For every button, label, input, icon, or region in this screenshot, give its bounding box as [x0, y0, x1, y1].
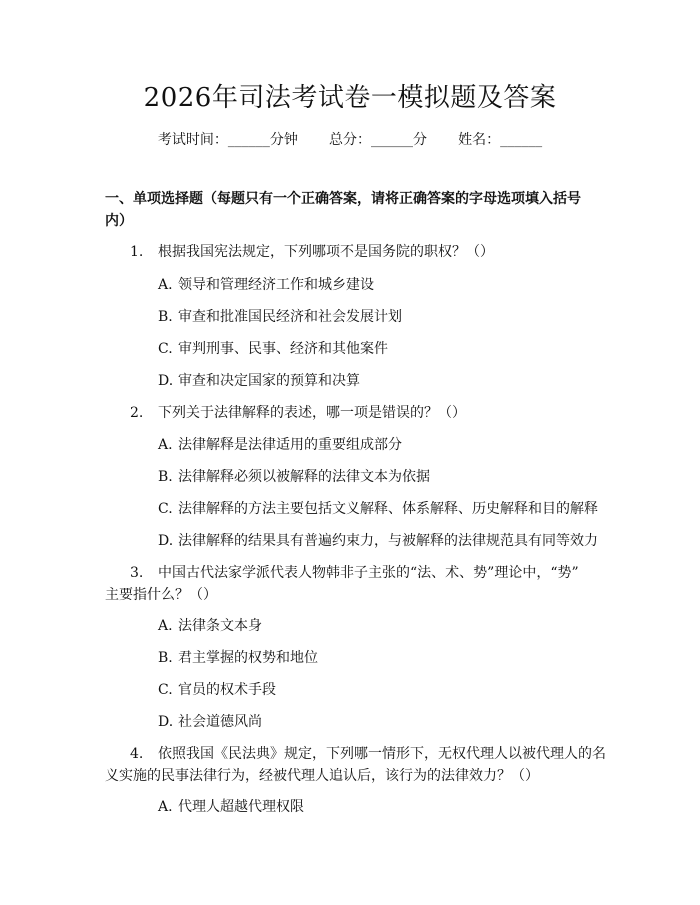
question-text: 根据我国宪法规定，下列哪项不是国务院的职权？（）: [158, 244, 494, 260]
option-letter: A.: [158, 799, 173, 815]
question-text-line2: 主要指什么？（）: [105, 587, 217, 603]
option-letter: D.: [158, 714, 174, 730]
question-text-line2: 义实施的民事法律行为，经被代理人追认后，该行为的法律效力？（）: [105, 768, 539, 784]
option-letter: D.: [158, 373, 174, 389]
option-text: 官员的权术手段: [178, 682, 276, 698]
option-letter: D.: [158, 533, 174, 549]
option-text: 法律解释是法律适用的重要组成部分: [178, 437, 402, 453]
option-letter: C.: [158, 682, 173, 698]
option-text: 审判刑事、民事、经济和其他案件: [178, 341, 388, 357]
score-unit: 分: [413, 132, 427, 148]
question-text: 下列关于法律解释的表述，哪一项是错误的？（）: [158, 405, 466, 421]
option-letter: C.: [158, 501, 173, 517]
option-letter: A.: [158, 277, 173, 293]
option-letter: B.: [158, 650, 173, 666]
question-number: 4.: [130, 746, 144, 762]
question-text-line1: 依照我国《民法典》规定，下列哪一情形下，无权代理人以被代理人的名: [158, 746, 606, 762]
option-text: 社会道德风尚: [178, 714, 262, 730]
time-blank: ______: [227, 132, 270, 148]
time-unit: 分钟: [269, 132, 298, 148]
question-number: 1.: [130, 244, 144, 260]
option-text: 法律解释的方法主要包括文义解释、体系解释、历史解释和目的解释: [178, 501, 598, 517]
option-text: 君主掌握的权势和地位: [178, 650, 318, 666]
name-blank: ______: [500, 132, 543, 148]
option-text: 代理人超越代理权限: [178, 799, 304, 815]
option-text: 法律解释的结果具有普遍约束力，与被解释的法律规范具有同等效力: [178, 533, 598, 549]
section-heading-line1: 一、单项选择题（每题只有一个正确答案，请将正确答案的字母选项填入括号: [105, 191, 581, 207]
option-text: 法律解释必须以被解释的法律文本为依据: [178, 469, 430, 485]
section-heading: [105, 188, 605, 232]
option-text: 领导和管理经济工作和城乡建设: [178, 277, 374, 293]
question-number: 2.: [130, 405, 144, 421]
option-letter: A.: [158, 618, 173, 634]
section-heading-line2: 内）: [105, 213, 133, 229]
score-blank: ______: [371, 132, 413, 148]
option-letter: A.: [158, 437, 173, 453]
option-text: 法律条文本身: [178, 618, 262, 634]
option-letter: B.: [158, 469, 173, 485]
page-title: 2026年司法考试卷一模拟题及答案: [143, 83, 557, 113]
option-letter: B.: [158, 309, 173, 325]
time-label: 考试时间：: [157, 132, 228, 148]
option-letter: C.: [158, 341, 173, 357]
option-text: 审查和决定国家的预算和决算: [178, 373, 360, 389]
exam-meta-line: [0, 128, 700, 152]
question-number: 3.: [130, 565, 144, 581]
name-label: 姓名：: [458, 132, 501, 148]
question-text-line1: 中国古代法家学派代表人物韩非子主张的“法、术、势”理论中，“势”: [158, 565, 579, 581]
option-text: 审查和批准国民经济和社会发展计划: [178, 309, 402, 325]
score-label: 总分：: [329, 132, 371, 148]
